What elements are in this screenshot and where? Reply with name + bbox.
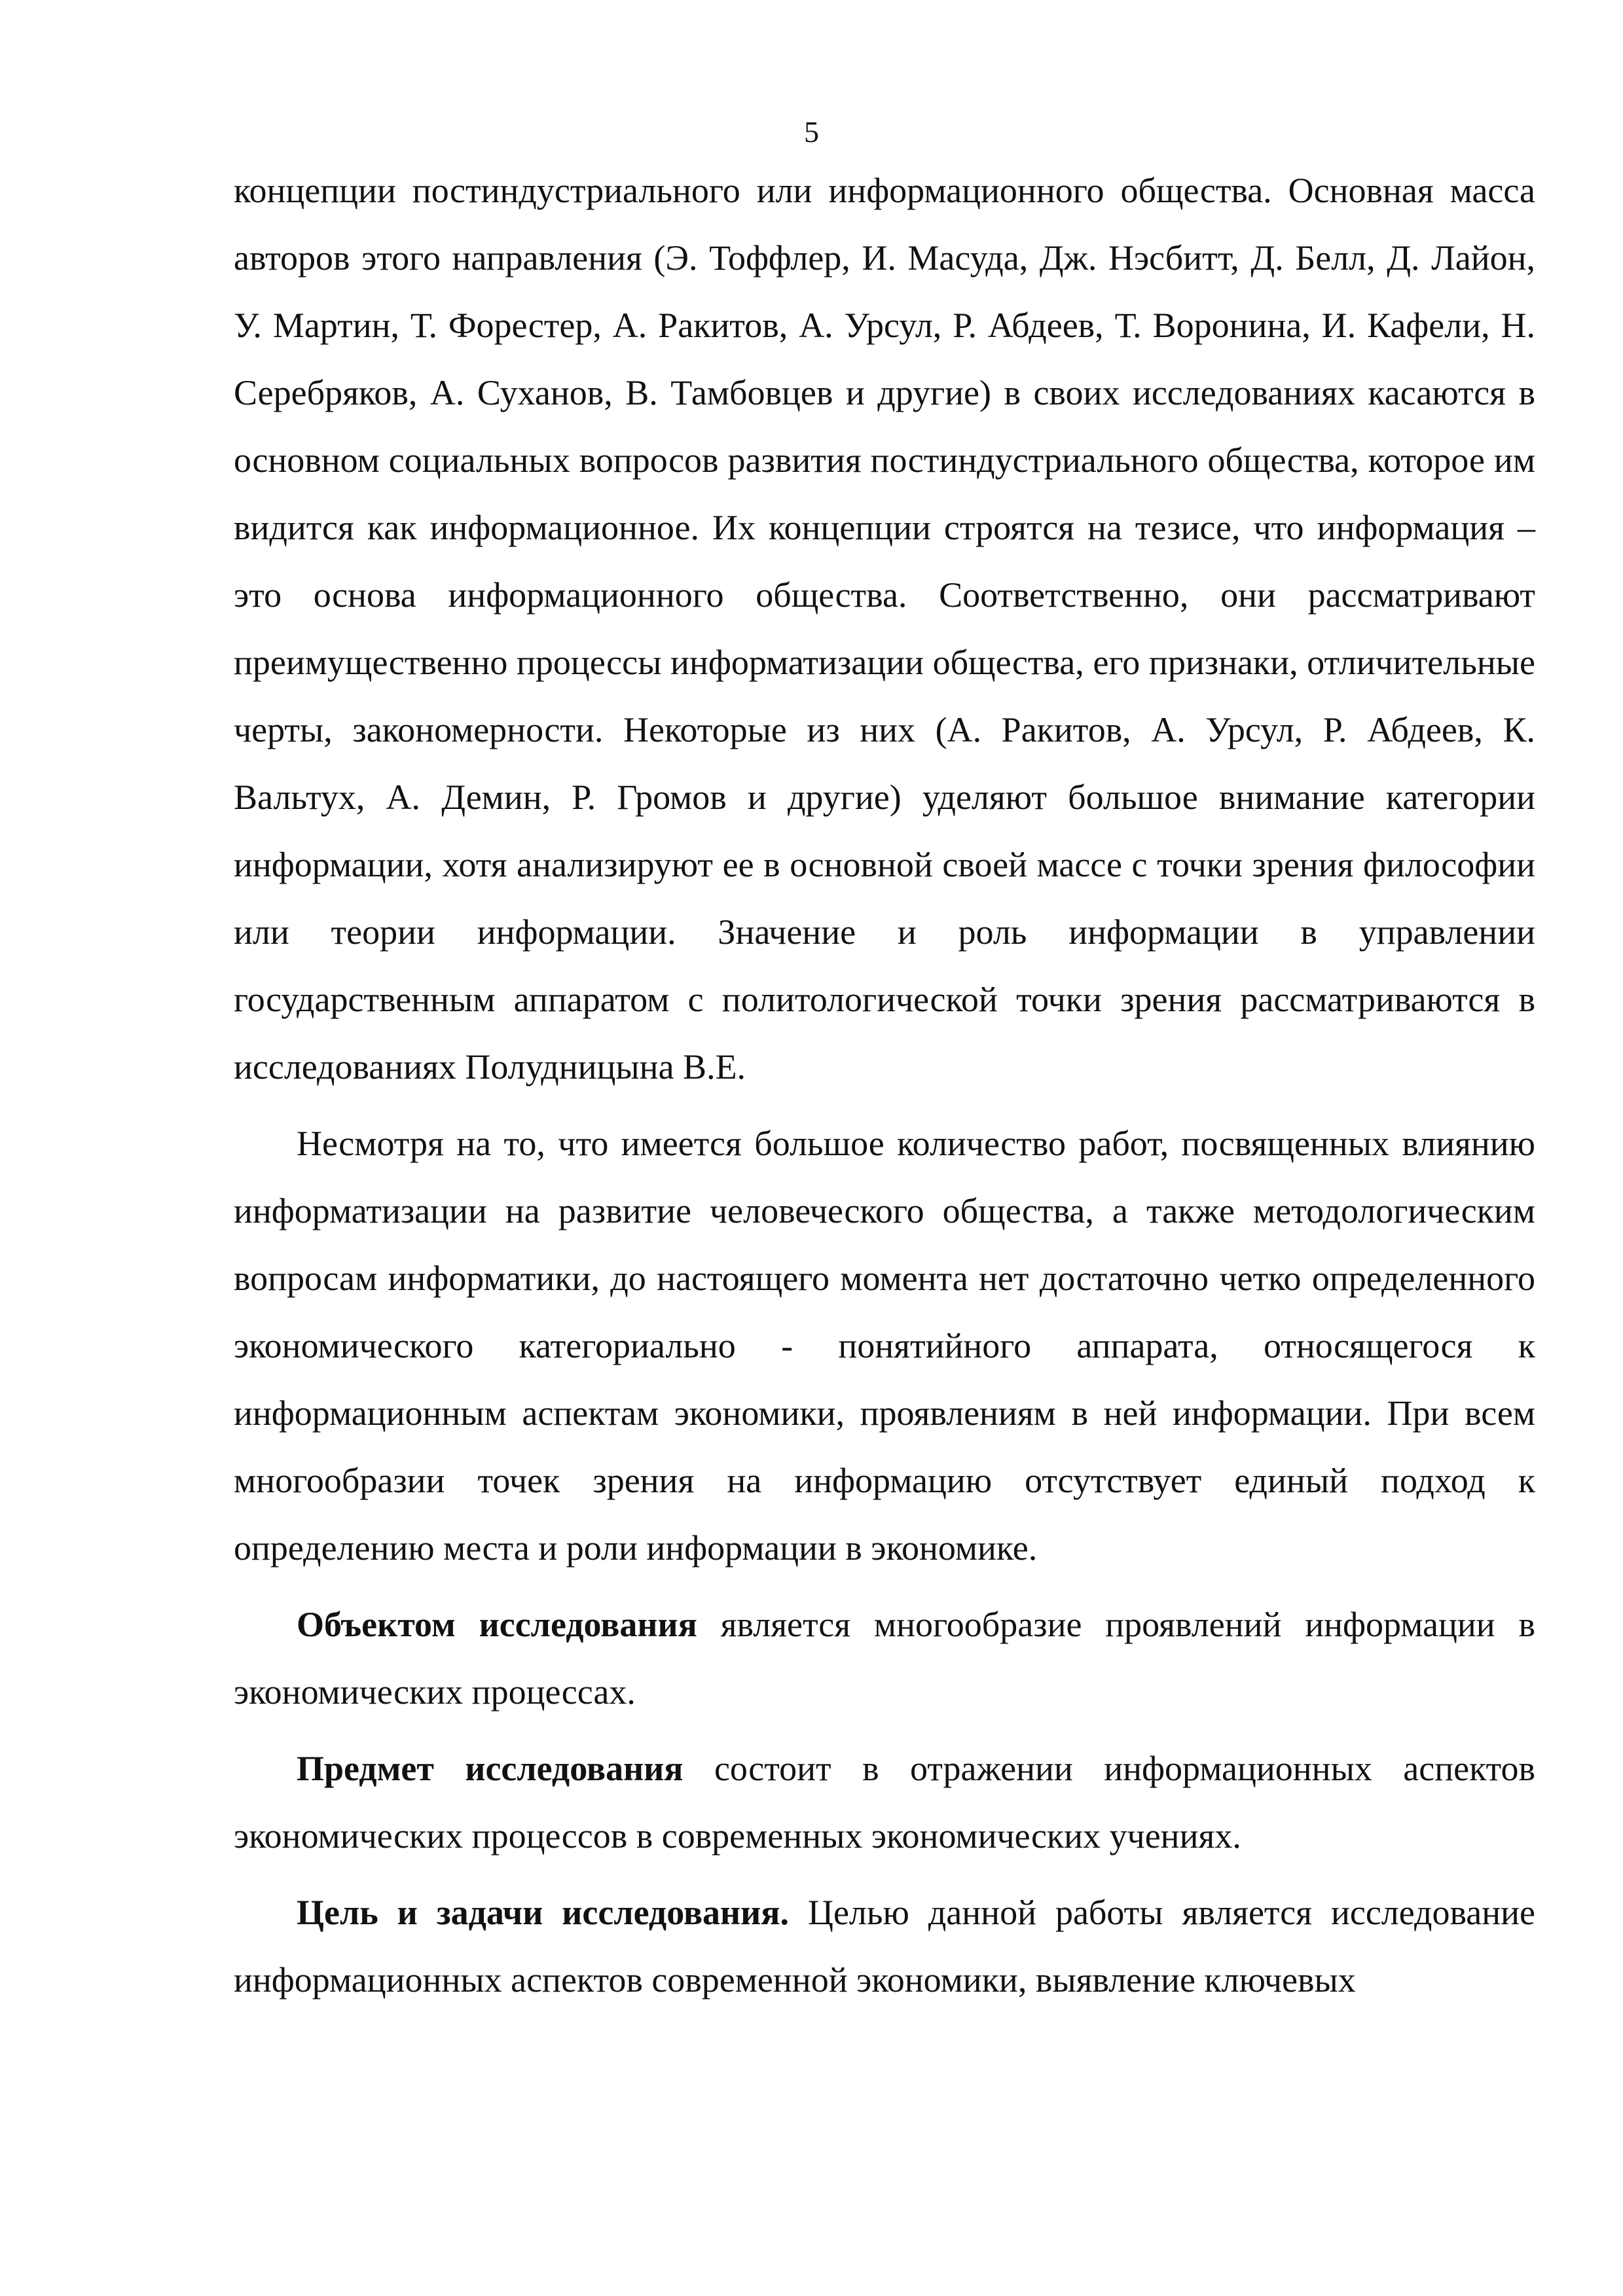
document-body [234, 157, 1535, 2014]
page-number: 5 [804, 115, 819, 149]
paragraph-research-goals [234, 1879, 1535, 2014]
paragraph-text: концепции постиндустриального или информационного общества. Основная масса авторов этого направления (Э. Тоффлер, И. Масуда, Дж. Нэсбитт, Д. Белл, Д. Лайон, У. Мартин, Т. Форестер, А. Ракитов, А. Урсул, Р. Абдеев, Т. Воронина, И. Кафели, Н. Серебряков, А. Суханов, В. Тамбовцев и другие) в своих исследованиях касаются в основном социальных вопросов развития постиндустриального общества, которое им видится как информационное. Их концепции строятся на тезисе, что информация – это основа информационного общества. Соответственно, они рассматривают преимущественно процессы информатизации общества, его признаки, отличительные черты, закономерности. Некоторые из них (А. Ракитов, А. Урсул, Р. Абдеев, К. Вальтух, А. Демин, Р. Громов и другие) уделяют большое внимание категории информации, хотя анализируют ее в основной своей массе с точки зрения философии или теории информации. Значение и роль информации в управлении государственным аппаратом с политологической точки зрения рассматриваются в исследованиях Полудницына В.Е. [234, 171, 1535, 1086]
paragraph-research-gap [234, 1110, 1535, 1582]
paragraph-text: Целью данной работы является исследование информационных аспектов современной экономики, выявление ключевых [234, 1893, 1535, 2000]
paragraph-text: является многообразие проявлений информации в экономических процессах. [234, 1605, 1535, 1712]
paragraph-lead-bold: Предмет исследования [297, 1749, 684, 1788]
paragraph-authors-overview [234, 157, 1535, 1101]
paragraph-text: состоит в отражении информационных аспектов экономических процессов в современных экономических учениях. [234, 1749, 1536, 1856]
paragraph-research-subject [234, 1735, 1535, 1870]
paragraph-text: Несмотря на то, что имеется большое количество работ, посвященных влиянию информатизации на развитие человеческого общества, а также методологическим вопросам информатики, до настоящего момента нет достаточно четко определенного экономического категориально - понятийного аппарата, относящегося к информационным аспектам экономики, проявлениям в ней информации. При всем многообразии точек зрения на информацию отсутствует единый подход к определению места и роли информации в экономике. [234, 1124, 1535, 1568]
paragraph-lead-bold: Объектом исследования [297, 1605, 697, 1644]
paragraph-research-object [234, 1591, 1535, 1726]
paragraph-lead-bold: Цель и задачи исследования. [297, 1893, 789, 1932]
